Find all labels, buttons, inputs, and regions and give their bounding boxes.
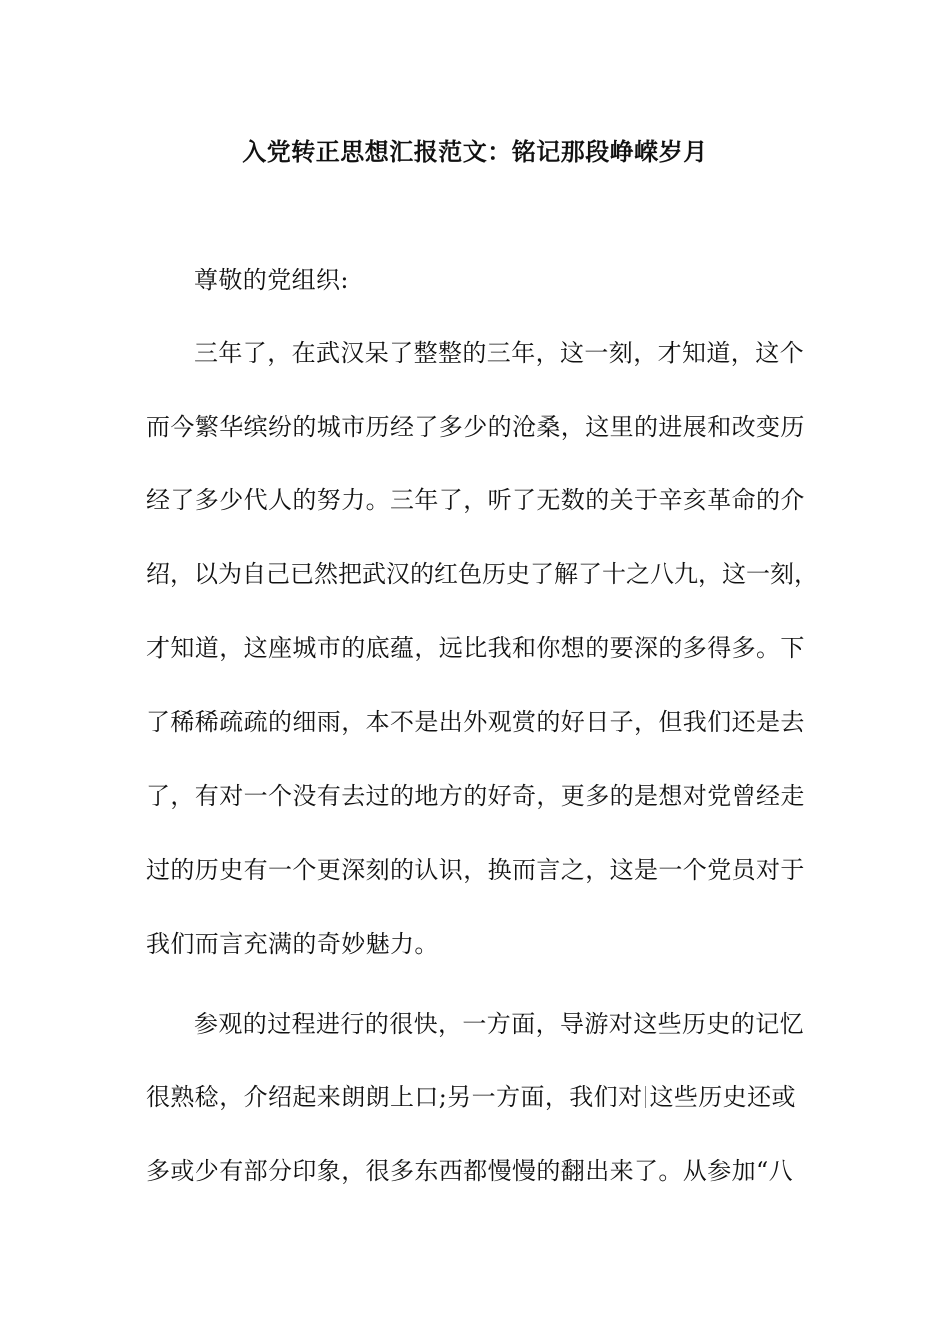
salutation: 尊敬的党组织: (194, 266, 349, 294)
paragraph-line: 三年了，在武汉呆了整整的三年，这一刻，才知道，这个 (194, 339, 804, 367)
document-title: 入党转正思想汇报范文：铭记那段峥嵘岁月 (242, 137, 708, 166)
paragraph-line: 多或少有部分印象，很多东西都慢慢的翻出来了。从参加“八 (146, 1157, 794, 1185)
paragraph-line: 参观的过程进行的很快，一方面，导游对这些历史的记忆 (194, 1010, 804, 1038)
paragraph-line: 绍，以为自己已然把武汉的红色历史了解了十之八九，这一刻， (146, 560, 818, 588)
paragraph-line: 了，有对一个没有去过的地方的好奇，更多的是想对党曾经走 (146, 782, 805, 810)
line-text-before-cursor: 很熟稔，介绍起来朗朗上口;另一方面，我们对 (146, 1083, 643, 1111)
line-text-after-cursor: 这些历史还或 (649, 1083, 796, 1111)
paragraph-line: 才知道，这座城市的底蕴，远比我和你想的要深的多得多。下 (146, 634, 805, 662)
paragraph-line: 了稀稀疏疏的细雨，本不是出外观赏的好日子，但我们还是去 (146, 708, 805, 736)
paragraph-line: 经了多少代人的努力。三年了，听了无数的关于辛亥革命的介 (146, 486, 805, 514)
paragraph-line (146, 1079, 796, 1115)
text-cursor (645, 1086, 646, 1108)
paragraph-line: 过的历史有一个更深刻的认识，换而言之，这是一个党员对于 (146, 856, 805, 884)
paragraph-line: 而今繁华缤纷的城市历经了多少的沧桑，这里的进展和改变历 (146, 413, 805, 441)
paragraph-line: 我们而言充满的奇妙魅力。 (146, 930, 439, 958)
